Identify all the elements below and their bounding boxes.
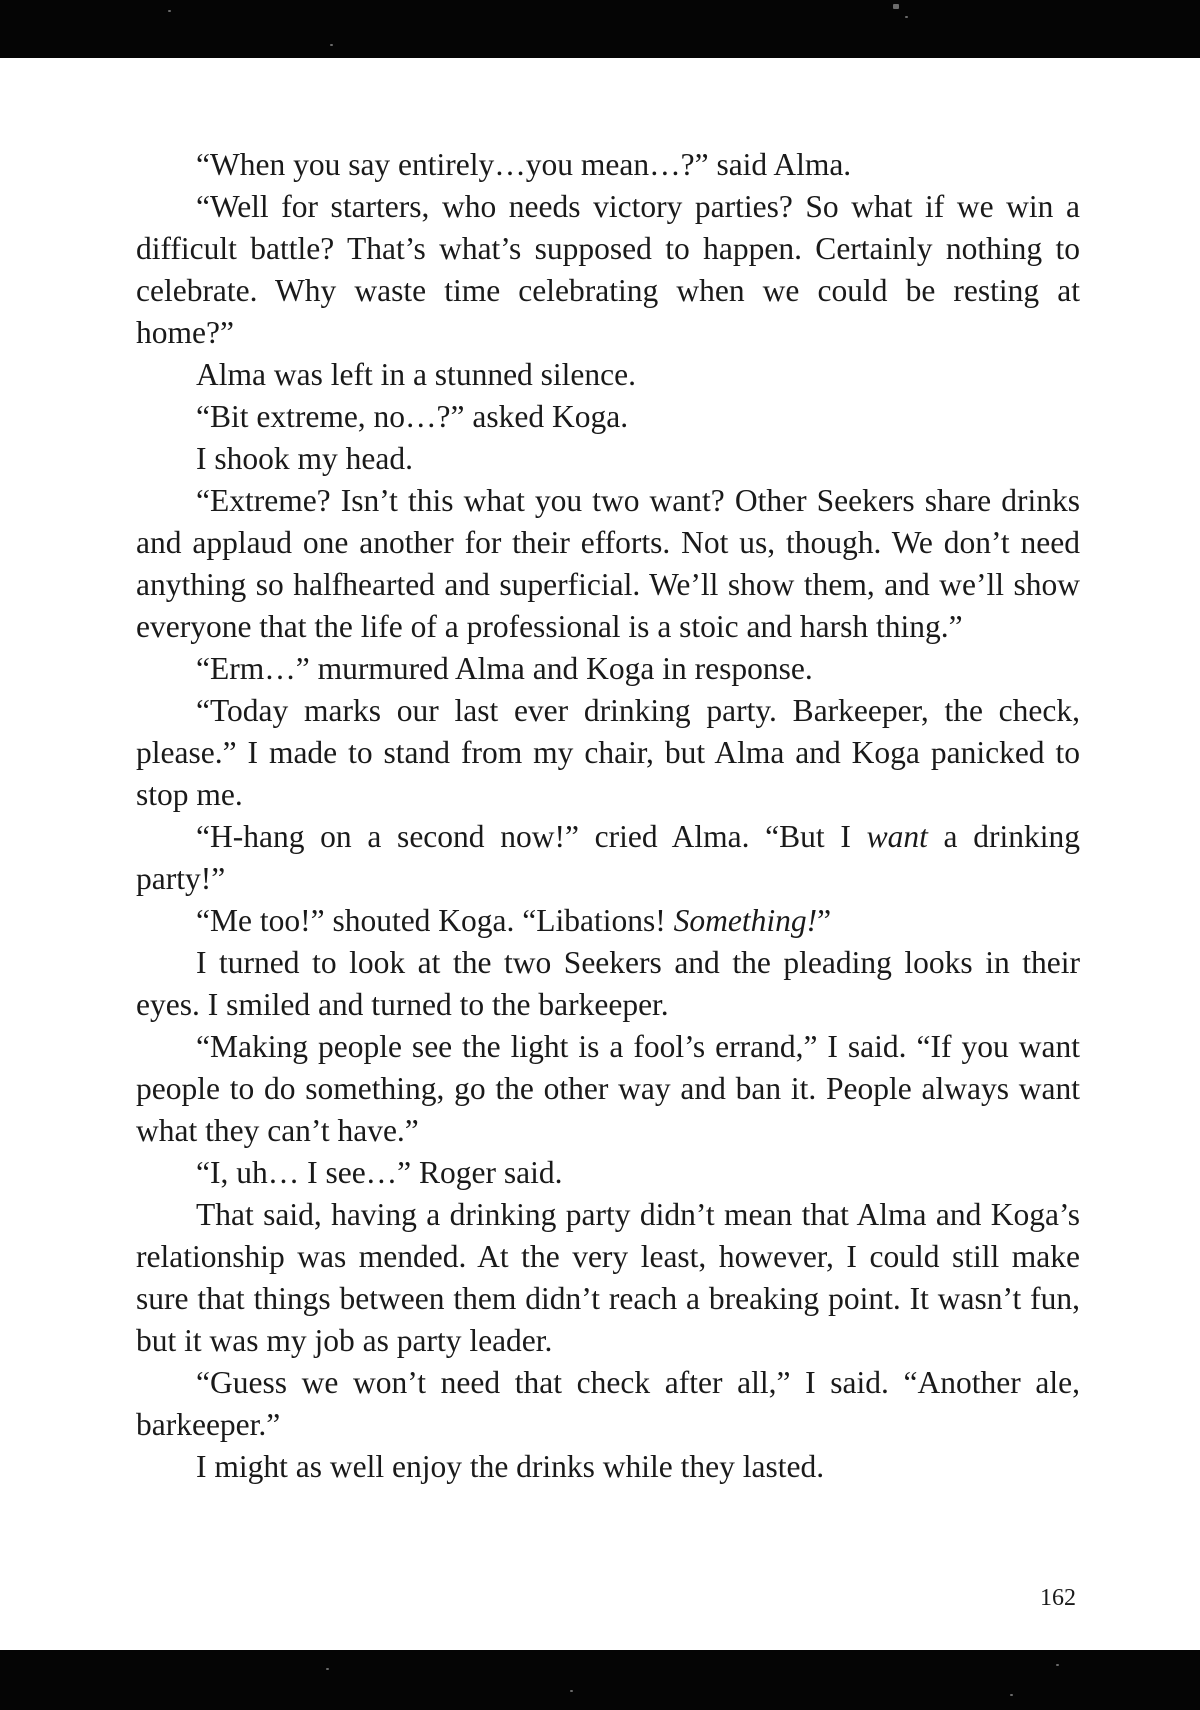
paragraph: “Making people see the light is a fool’s errand,” I said. “If you want people to do something, go the other way and ban it. People always want what they can’t have.” <box>136 1029 1080 1148</box>
scan-speck <box>168 10 171 12</box>
paragraph: I turned to look at the two Seekers and the pleading looks in their eyes. I smiled and turned to the barkeeper. <box>136 945 1080 1022</box>
paragraph: “Erm…” murmured Alma and Koga in response. <box>196 651 813 686</box>
paragraph: “Well for starters, who needs victory parties? So what if we win a difficult battle? That’s what’s supposed to happen. Certainly nothing to celebrate. Why waste time celebrating when we could be resting at home?” <box>136 189 1080 350</box>
scan-speck <box>326 1668 329 1670</box>
paragraph: “Bit extreme, no…?” asked Koga. <box>196 399 629 434</box>
text-run: ” <box>817 903 832 938</box>
emphasized-text: Something! <box>673 903 818 938</box>
scan-speck <box>330 44 333 46</box>
paragraph: I might as well enjoy the drinks while they lasted. <box>196 1449 825 1484</box>
paragraph: “Today marks our last ever drinking party. Barkeeper, the check, please.” I made to stand from my chair, but Alma and Koga panicked to stop me. <box>136 693 1080 812</box>
body-text <box>136 144 1080 1488</box>
paragraph: “I, uh… I see…” Roger said. <box>196 1155 563 1190</box>
paragraph <box>136 816 1080 900</box>
scan-speck <box>1056 1664 1059 1666</box>
scan-speck <box>893 4 899 9</box>
scan-speck <box>570 1690 573 1692</box>
paragraph <box>136 900 1080 942</box>
top-black-border <box>0 0 1200 58</box>
text-run: “Me too!” shouted Koga. “Libations! <box>196 903 674 938</box>
scan-speck <box>905 16 908 18</box>
paragraph: I shook my head. <box>196 441 413 476</box>
bottom-black-border <box>0 1650 1200 1710</box>
text-run: a drinking party!” <box>136 819 1080 896</box>
paragraph: “Guess we won’t need that check after all,” I said. “Another ale, barkeeper.” <box>136 1365 1080 1442</box>
paragraph: “When you say entirely…you mean…?” said Alma. <box>196 147 852 182</box>
emphasized-text: want <box>866 819 928 854</box>
paragraph: “Extreme? Isn’t this what you two want? Other Seekers share drinks and applaud one another for their efforts. Not us, though. We don’t need anything so halfhearted and superficial. We’ll show them, and we’ll show everyone that the life of a professional is a stoic and harsh thing.” <box>136 483 1080 644</box>
paragraph: That said, having a drinking party didn’t mean that Alma and Koga’s relationship was mended. At the very least, however, I could still make sure that things between them didn’t reach a breaking point. It wasn’t fun, but it was my job as party leader. <box>136 1197 1080 1358</box>
scan-speck <box>1010 1694 1013 1696</box>
paragraph: Alma was left in a stunned silence. <box>196 357 637 392</box>
text-run: “H-hang on a second now!” cried Alma. “But I <box>196 819 867 854</box>
page-number: 162 <box>1040 1585 1076 1611</box>
